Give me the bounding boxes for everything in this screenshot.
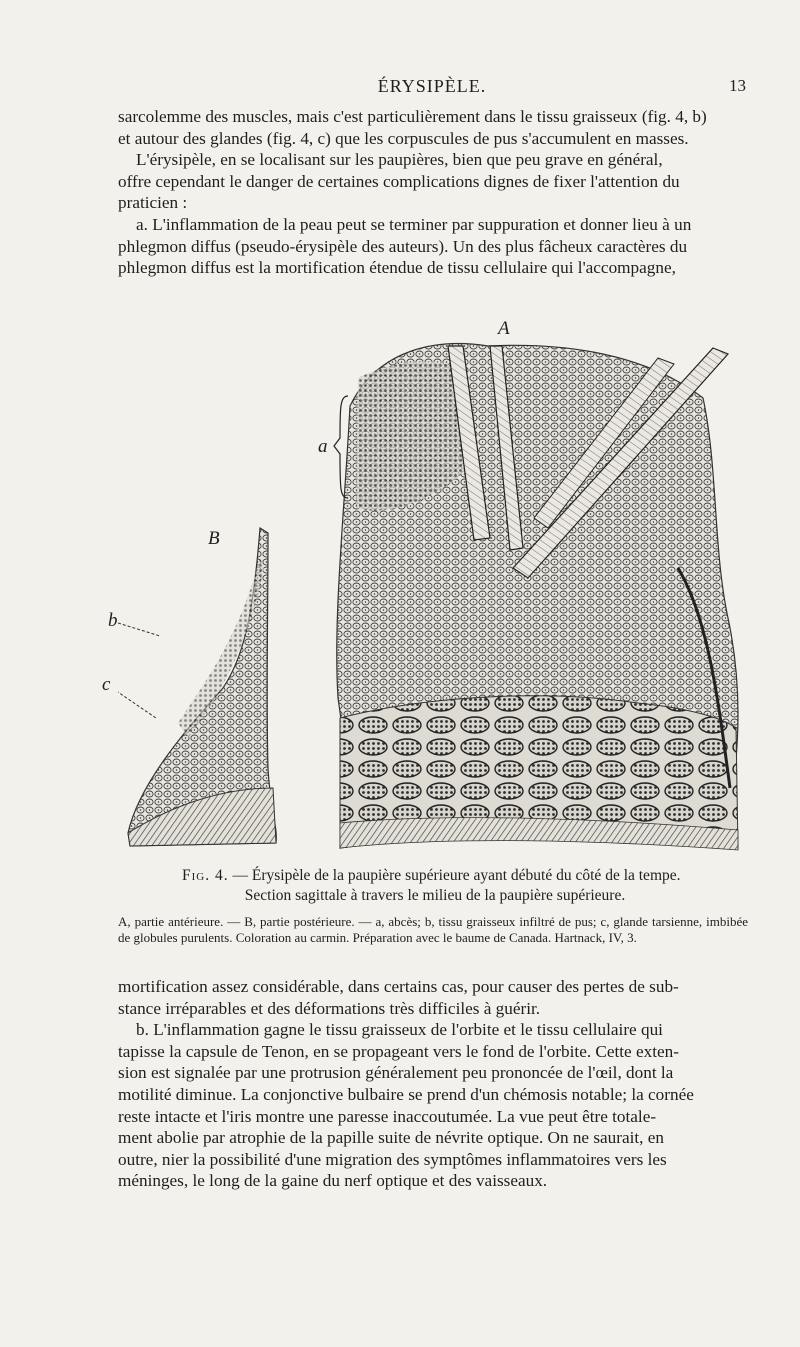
leader-line-c (118, 688, 156, 718)
text-line: ment abolie par atrophie de la papille suite de névrite optique. On ne saurait, en (118, 1128, 664, 1148)
page-number: 13 (729, 76, 746, 95)
text-line: L'érysipèle, en se localisant sur les paupières, bien que peu grave en général, (136, 150, 663, 170)
text-line: mortification assez considérable, dans certains cas, pour causer des pertes de sub- (118, 977, 679, 996)
text-line: tapisse la capsule de Tenon, en se propageant vers le fond de l'orbite. Cette exten- (118, 1041, 679, 1061)
figure-caption-subtitle: Section sagittale à travers le milieu de la paupière supérieure. (244, 887, 626, 904)
text-line: sarcolemme des muscles, mais c'est particulièrement dans le tissu graisseux (fig. 4, b) (118, 107, 707, 126)
text-line: et autour des glandes (fig. 4, c) que les corpuscules de pus s'accumulent en masses. (118, 128, 689, 148)
figure-label-c: c (102, 674, 111, 695)
figure-label-B: B (208, 528, 220, 549)
text-line: praticien : (118, 193, 188, 213)
eyelid-section-engraving (118, 318, 748, 863)
figure-4-illustration (102, 318, 748, 863)
text-line: motilité diminue. La conjonctive bulbaire se prend d'un chémosis notable; la cornée (118, 1084, 694, 1104)
text-line: outre, nier la possibilité d'une migration des symptômes inflammatoires vers les (118, 1149, 667, 1169)
figure-caption-title (182, 866, 722, 885)
text-line: phlegmon diffus est la mortification étendue de tissu cellulaire qui l'accompagne, (118, 258, 676, 278)
leader-line-b (118, 623, 160, 636)
section-B (128, 528, 276, 846)
text-line: méninges, le long de la gaine du nerf optique et des vaisseaux. (118, 1171, 548, 1191)
figure-number: Fig. 4. (182, 867, 229, 884)
paragraph-top (118, 106, 748, 279)
figure-caption-legend: A, partie antérieure. — B, partie postérieure. — a, abcès; b, tissu graisseux infiltré de pus; c, glande tarsienne, imbibée de globules purulents. Coloration au carmin. Préparation avec le baume de Canada. Hartnack, IV, 3. (118, 914, 748, 945)
paragraph-bottom (118, 976, 748, 1192)
text-line: stance irréparables et des déformations très difficiles à guérir. (118, 998, 541, 1018)
page-header (118, 76, 746, 100)
figure-label-a: a (318, 436, 328, 457)
figure-label-A: A (498, 318, 510, 339)
text-line: b. L'inflammation gagne le tissu graisseux de l'orbite et le tissu cellulaire qui (136, 1020, 663, 1040)
caption-title-text: — Érysipèle de la paupière supérieure ayant débuté du côté de la tempe. (228, 867, 681, 884)
section-A (337, 344, 738, 850)
running-title: ÉRYSIPÈLE. (377, 76, 487, 96)
text-line: reste intacte et l'iris montre une paresse inaccoutumée. La vue peut être totale- (118, 1106, 657, 1126)
text-line: a. L'inflammation de la peau peut se terminer par suppuration et donner lieu à un (136, 214, 692, 234)
figure-label-b: b (108, 610, 118, 631)
text-line: phlegmon diffus (pseudo-érysipèle des auteurs). Un des plus fâcheux caractères du (118, 236, 688, 256)
text-line: sion est signalée par une protrusion généralement peu prononcée de l'œil, dont la (118, 1063, 674, 1083)
text-line: offre cependant le danger de certaines complications dignes de fixer l'attention du (118, 171, 680, 191)
